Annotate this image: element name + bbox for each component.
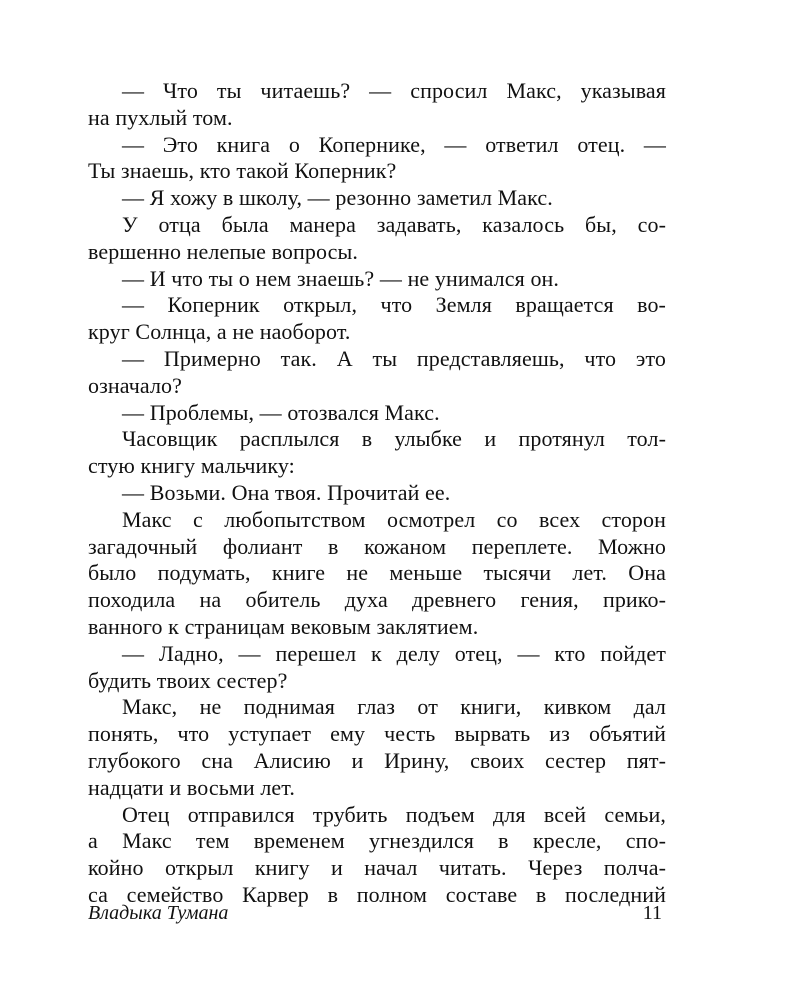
text-line: Макс, не поднимая глаз от книги, кивком дал — [122, 694, 666, 720]
text-line: вершенно нелепые вопросы. — [88, 238, 358, 264]
text-line: глубокого сна Алисию и Ирину, своих сестер пят- — [88, 747, 666, 773]
text-line: — Ладно, — перешел к делу отец, — кто пойдет — [122, 640, 666, 666]
text-line: — Я хожу в школу, — резонно заметил Макс. — [122, 185, 553, 211]
text-line: походила на обитель духа древнего гения, прико- — [88, 587, 666, 613]
text-line: — Проблемы, — отозвался Макс. — [122, 399, 440, 425]
text-line: означало? — [88, 372, 183, 398]
text-line: — Возьми. Она твоя. Прочитай ее. — [122, 479, 451, 505]
text-line: ванного к страницам вековым заклятием. — [88, 613, 479, 639]
text-line: было подумать, книге не меньше тысячи лет. Она — [88, 560, 666, 586]
text-line: Макс с любопытством осмотрел со всех сторон — [122, 506, 666, 532]
body-text — [88, 78, 666, 909]
text-line: са семейство Карвер в полном составе в последний — [88, 881, 666, 907]
text-line: понять, что уступает ему честь вырвать из объятий — [88, 721, 666, 747]
text-line: — Примерно так. А ты представляешь, что это — [122, 345, 666, 371]
running-title: Владыка Тумана — [88, 902, 229, 924]
text-line: стую книгу мальчику: — [88, 453, 295, 479]
text-line: круг Солнца, а не наоборот. — [88, 319, 351, 345]
text-line: Ты знаешь, кто такой Коперник? — [88, 158, 397, 184]
text-line: У отца была манера задавать, казалось бы, со- — [122, 211, 666, 237]
text-line: а Макс тем временем угнездился в кресле, спо- — [88, 828, 666, 854]
text-line: койно открыл книгу и начал читать. Через полча- — [88, 855, 666, 881]
text-line: надцати и восьми лет. — [88, 774, 295, 800]
text-line: Часовщик расплылся в улыбке и протянул тол- — [122, 426, 666, 452]
text-line: — Что ты читаешь? — спросил Макс, указывая — [122, 78, 666, 103]
page-footer — [88, 902, 666, 930]
text-line: — Коперник открыл, что Земля вращается во- — [122, 292, 666, 318]
page-number: 11 — [642, 902, 662, 924]
text-line: Отец отправился трубить подъем для всей семьи, — [122, 801, 666, 827]
text-line: загадочный фолиант в кожаном переплете. Можно — [88, 533, 666, 559]
text-line: — И что ты о нем знаешь? — не унимался он. — [122, 265, 560, 291]
text-line: — Это книга о Копернике, — ответил отец. — — [122, 131, 666, 157]
text-line: будить твоих сестер? — [88, 667, 288, 693]
text-line: на пухлый том. — [88, 104, 233, 130]
